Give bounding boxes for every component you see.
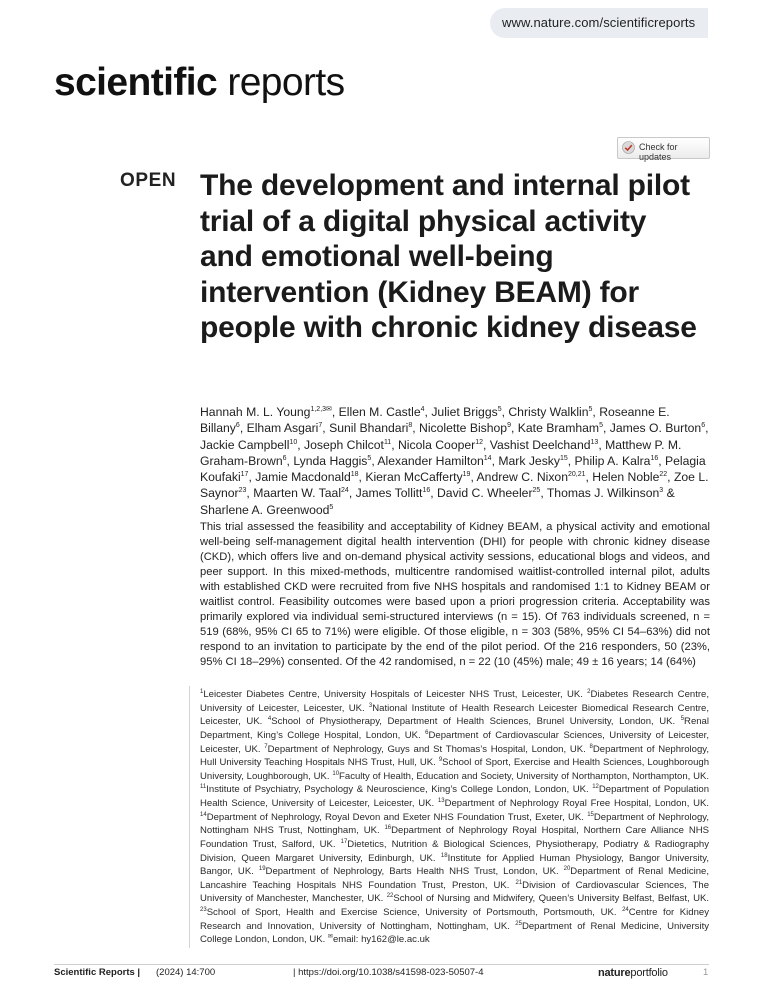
footer-rule xyxy=(54,964,709,965)
affiliations-rule xyxy=(189,686,190,948)
nature-portfolio-logo xyxy=(598,967,668,979)
open-access-label: OPEN xyxy=(120,170,177,191)
check-updates-label: Check for updates xyxy=(639,142,678,162)
abstract xyxy=(200,520,710,670)
portfolio-logo-text: portfolio xyxy=(630,967,668,979)
affiliations: $^1$Leicester Diabetes Centre, University Hospitals of Leicester NHS Trust, Leicester, UK. $^2$Diabetes Research Centre, University of Leicester, Leicester, UK. $^3$National Institute of Health Research Leicester Biomedical Research Centre, Leicester, UK. $^4$School of Physiotherapy, Department of Health Sciences, Brunel University, London, UK. $^5$Renal Department, King’s College Hospital, London, UK. $^6$Department of Cardiovascular Sciences, University of Leicester, Leicester, UK. $^7$Department of Nephrology, Guys and St Thomas’s Hospital, London, UK. $^8$Department of Nephrology, Hull University Teaching Hospitals NHS Trust, Hull, UK. $^9$School of Sport, Exercise and Health Sciences, Loughborough University, Loughborough, UK. $^{10}$Faculty of Health, Education and Society, University of Northampton, Northampton, UK. $^{11}$Institute of Psychiatry, Psychology & Neuroscience, King’s College London, London, UK. $^{12}$Department of Population Health Science, University of Leicester, Leicester, UK. $^{13}$Department of Nephrology Royal Free Hospital, London, UK. $^{14}$Department of Nephrology, Royal Devon and Exeter NHS Foundation Trust, Exeter, UK. $^{15}$Department of Nephrology, Nottingham NHS Trust, Nottingham, UK. $^{16}$Department of Nephrology Royal Hospital, Northern Care Alliance NHS Foundation Trust, Salford, UK. $^{17}$Dietetics, Nutrition & Biological Sciences, Physiotherapy, Podiatry & Radiography Division, Queen Margaret University, Edinburgh, UK. $^{18}$Institute for Applied Human Physiology, Bangor University, Bangor, UK. $^{19}$Department of Nephrology, Barts Health NHS Trust, London, UK. $^{20}$Department of Renal Medicine, Lancashire Teaching Hospitals NHS Foundation Trust, Preston, UK. $^{21}$Division of Cardiovascular Sciences, The University of Manchester, Manchester, UK. $^{22}$School of Nursing and Midwifery, Queen’s University Belfast, Belfast, UK. $^{23}$School of Sport, Health and Exercise Science, University of Portsmouth, Portsmouth, UK. $^{24}$Centre for Kidney Research and Innovation, University of Nottingham, Nottingham, UK. $^{25}$Department of Renal Medicine, University College London, London, UK. ✉email: hy162@le.ac.uk xyxy=(200,688,710,946)
nature-logo-text: nature xyxy=(598,967,631,979)
journal-logo xyxy=(54,60,345,106)
abstract-text: This trial assessed the feasibility and acceptability of Kidney BEAM, a physical activity and emotional well-being self-management digital health intervention (DHI) for people with chronic kidney disease (CKD), which offers live and on-demand physical activity sessions, educational blogs and videos, and peer support. In this mixed-methods, multicentre randomised waitlist-controlled internal pilot, adults with established CKD were recruited from five NHS hospitals and randomised 1:1 to Kidney BEAM or waitlist control. Feasibility outcomes were based upon a priori progression criteria. Acceptability was primarily explored via individual semi-structured interviews (n = 15). Of 763 individuals screened, n = 519 (68%, 95% CI 65 to 71%) were eligible. Of those eligible, n = 303 (58%, 95% CI 54–63%) did not respond to an invitation to participate by the end of the pilot period. Of the 216 responders, 50 (23%, 95% CI 18–29%) consented. Of the 42 randomised, n = 22 (10 (45%) male; 49 ± 16 years; 14 (64%) xyxy=(200,521,710,668)
author-list[interactable]: Hannah M. L. Young$^{1,2,3✉}$, Ellen M. Castle$^4$, Juliet Briggs$^5$, Christy Walklin$^5$, Roseanne E. Billany$^6$, Elham Asgari$^7$, Sunil Bhandari$^8$, Nicolette Bishop$^9$, Kate Bramham$^5$, James O. Burton$^6$, Jackie Campbell$^{10}$, Joseph Chilcot$^{11}$, Nicola Cooper$^{12}$, Vashist Deelchand$^{13}$, Matthew P. M. Graham-Brown$^6$, Lynda Haggis$^5$, Alexander Hamilton$^{14}$, Mark Jesky$^{15}$, Philip A. Kalra$^{16}$, Pelagia Koufaki$^{17}$, Jamie Macdonald$^{18}$, Kieran McCafferty$^{19}$, Andrew C. Nixon$^{20,21}$, Helen Noble$^{22}$, Zoe L. Saynor$^{23}$, Maarten W. Taal$^{24}$, James Tollitt$^{16}$, David C. Wheeler$^{25}$, Thomas J. Wilkinson$^3$ & Sharlene A. Greenwood$^5$ xyxy=(200,405,709,517)
journal-logo-bold: scientific xyxy=(54,61,218,104)
footer-citation: (2024) 14:700 xyxy=(156,967,216,978)
page-number: 1 xyxy=(703,967,709,978)
article-title: The development and internal pilot trial of a digital physical activity and emotional well-being intervention (Kidney BEAM) for people with chronic kidney disease xyxy=(200,169,697,344)
site-url[interactable]: www.nature.com/scientificreports xyxy=(502,15,696,30)
site-url-banner xyxy=(490,8,708,38)
footer-doi-link[interactable]: | https://doi.org/10.1038/s41598-023-50507-4 xyxy=(293,967,484,978)
check-updates-icon xyxy=(622,141,635,154)
footer-journal: Scientific Reports | xyxy=(54,967,141,978)
check-for-updates-button[interactable] xyxy=(617,137,710,162)
journal-logo-light: reports xyxy=(227,61,345,104)
